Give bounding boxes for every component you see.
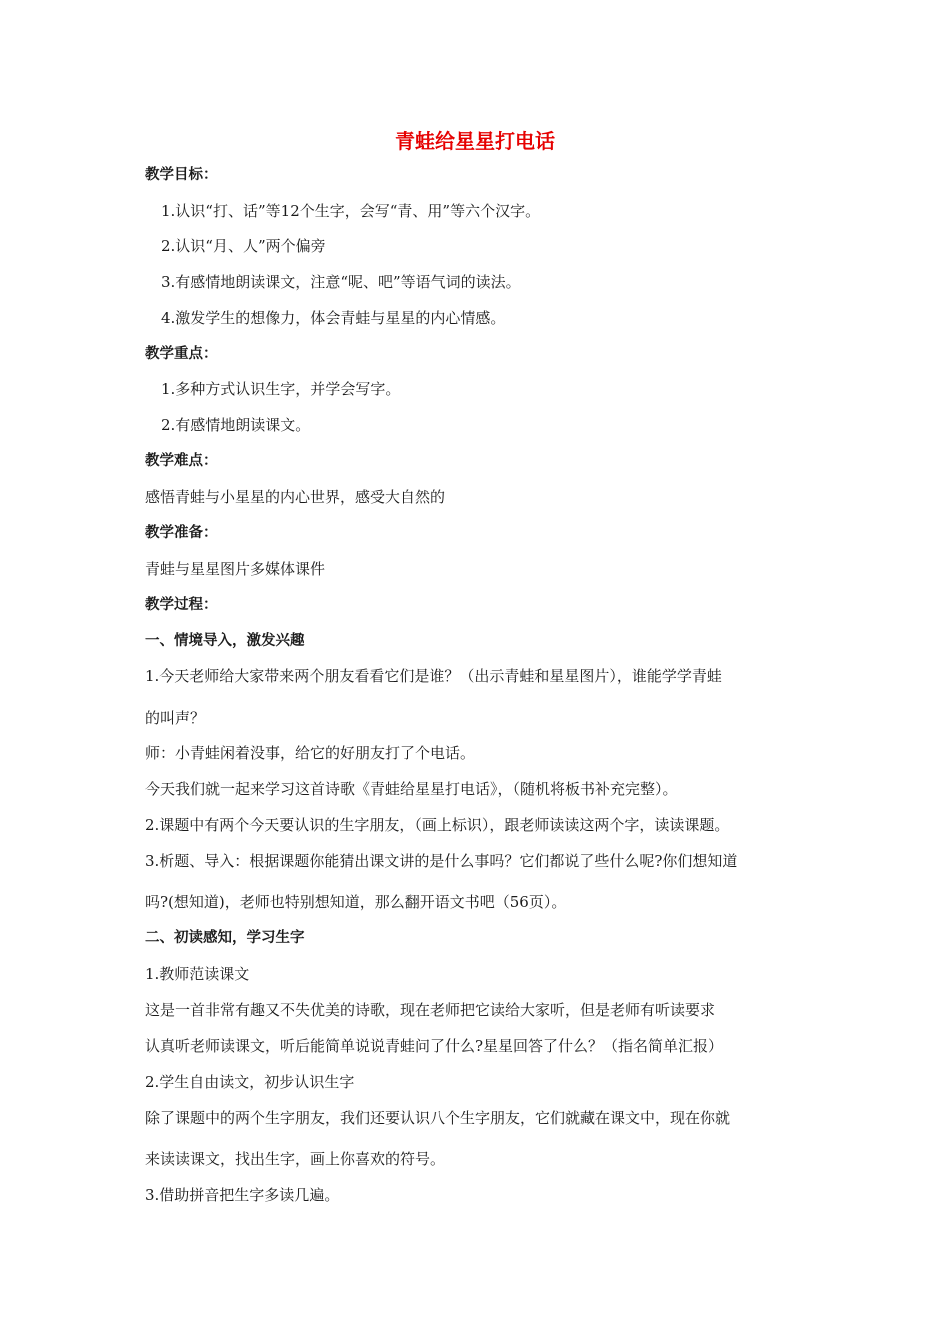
section2-line: 1.教师范读课文 [145, 965, 250, 983]
key-points-heading: 教学重点： [145, 346, 218, 362]
section1-line: 2.课题中有两个今天要认识的生字朋友，（画上标识），跟老师读读这两个字，读读课题。 [145, 816, 730, 834]
section2-line: 认真听老师读课文，听后能简单说说青蛙问了什么?星星回答了什么？（指名简单汇报） [145, 1037, 724, 1055]
section1-line: 3.析题、导入：根据课题你能猜出课文讲的是什么事吗？它们都说了些什么呢?你们想知道 [145, 852, 738, 870]
section1-line: 今天我们就一起来学习这首诗歌《青蛙给星星打电话》，（随机将板书补充完整）。 [145, 780, 678, 798]
section1-line: 1.今天老师给大家带来两个朋友看看它们是谁？（出示青蛙和星星图片），谁能学学青蛙 [145, 667, 722, 685]
section2-line: 除了课题中的两个生字朋友，我们还要认识八个生字朋友，它们就藏在课文中，现在你就 [145, 1109, 731, 1127]
document-title: 青蛙给星星打电话 [395, 129, 555, 153]
section1-line: 的叫声？ [145, 709, 206, 727]
process-heading: 教学过程： [145, 597, 218, 613]
goal-item: 3.有感情地朗读课文，注意“呢、吧”等语气词的读法。 [161, 273, 521, 291]
section2-line: 来读读课文，找出生字，画上你喜欢的符号。 [145, 1150, 446, 1168]
section2-line: 这是一首非常有趣又不失优美的诗歌，现在老师把它读给大家听，但是老师有听读要求 [145, 1001, 716, 1019]
section2-line: 2.学生自由读文，初步认识生字 [145, 1073, 355, 1091]
preparation-text: 青蛙与星星图片多媒体课件 [145, 560, 326, 578]
goal-item: 2.认识“月、人”两个偏旁 [161, 237, 326, 255]
difficulty-heading: 教学难点： [145, 453, 218, 469]
key-point-item: 2.有感情地朗读课文。 [161, 416, 311, 434]
goals-heading: 教学目标： [145, 167, 218, 183]
difficulty-text: 感悟青蛙与小星星的内心世界，感受大自然的 [145, 488, 446, 506]
section1-line: 吗?(想知道)，老师也特别想知道，那么翻开语文书吧（56页）。 [145, 893, 567, 911]
preparation-heading: 教学准备： [145, 525, 218, 541]
section1-heading: 一、情境导入，激发兴趣 [145, 633, 305, 649]
key-point-item: 1.多种方式认识生字，并学会写字。 [161, 380, 401, 398]
section1-line: 师：小青蛙闲着没事，给它的好朋友打了个电话。 [145, 744, 476, 762]
goal-item: 1.认识“打、话”等12个生字，会写“青、用”等六个汉字。 [161, 202, 541, 220]
goal-item: 4.激发学生的想像力，体会青蛙与星星的内心情感。 [161, 309, 506, 327]
section2-line: 3.借助拼音把生字多读几遍。 [145, 1186, 340, 1204]
section2-heading: 二、初读感知，学习生字 [145, 930, 305, 946]
